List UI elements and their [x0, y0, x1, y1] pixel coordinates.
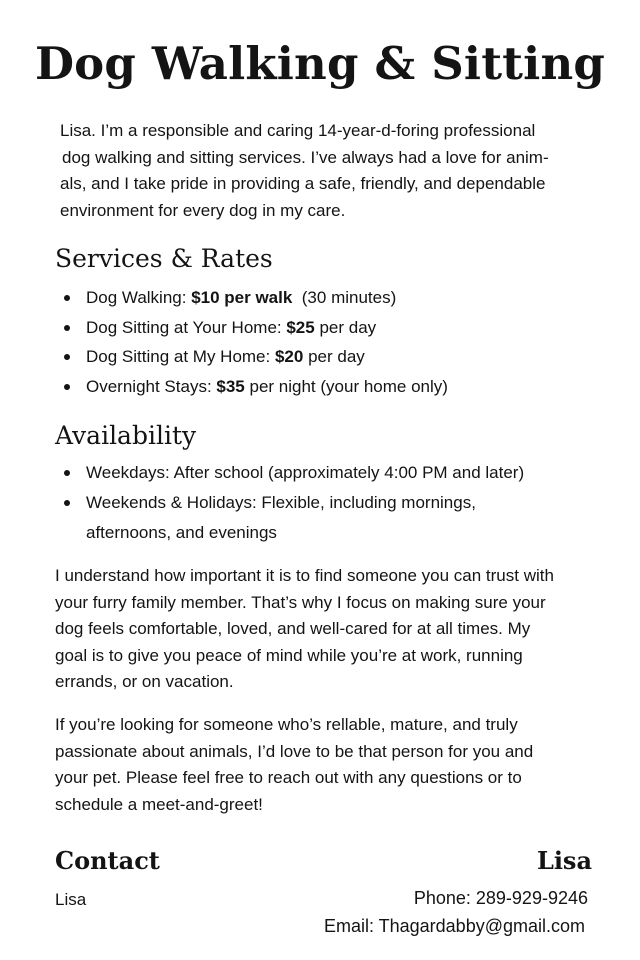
service-price: $20 [274, 347, 304, 366]
service-label: Dog Walking: [86, 288, 192, 307]
list-item [55, 488, 595, 548]
trust-paragraph [55, 563, 605, 696]
paragraph-line: schedule a meet-and-greet! [55, 794, 263, 814]
services-list [55, 283, 595, 401]
availability-text: Weekdays: After school (approximately 4:00 PM and later) [86, 463, 525, 482]
signature-name: Lisa [536, 846, 592, 875]
bullet-icon [64, 500, 70, 506]
bullet-icon [64, 325, 70, 331]
service-unit: per walk [219, 288, 293, 307]
service-price: $10 [191, 288, 220, 307]
paragraph-line: If you’re looking for someone who’s rellable, mature, and truly [55, 715, 518, 734]
availability-text: afternoons, and evenings [86, 522, 277, 542]
service-label: Overnight Stays: [86, 376, 217, 396]
paragraph-line: dog feels comfortable, loved, and well-cared for at all times. My [55, 619, 531, 638]
bullet-icon [64, 354, 70, 360]
service-price: $25 [286, 317, 315, 337]
bullet-icon [64, 384, 70, 390]
closing-paragraph [55, 712, 605, 818]
paragraph-line: your furry family member. That’s why I focus on making sure your [55, 592, 546, 612]
service-price: $35 [216, 376, 245, 396]
bullet-icon [64, 295, 70, 301]
availability-text: Weekends & Holidays: Flexible, including mornings, [86, 492, 476, 512]
paragraph-line: goal is to give you peace of mind while you’re at work, running [55, 645, 523, 665]
service-unit: per day [314, 317, 377, 337]
list-item [55, 342, 595, 372]
intro-paragraph [60, 118, 600, 224]
availability-heading: Availability [55, 421, 197, 450]
list-item [55, 283, 595, 313]
contact-email[interactable]: Email: Thagardabby@gmail.com [323, 916, 585, 936]
availability-list [55, 458, 595, 548]
list-item [55, 458, 595, 488]
contact-heading: Contact [55, 846, 160, 875]
intro-line: Lisa. I’m a responsible and caring 14-year-d-foring professional [60, 121, 536, 140]
service-note: (30 minutes) [292, 288, 397, 307]
page-title: Dog Walking & Sitting [34, 37, 606, 90]
services-heading: Services & Rates [55, 244, 273, 273]
intro-line: dog walking and sitting services. I’ve always had a love for anim- [62, 147, 549, 167]
paragraph-line: errands, or on vacation. [55, 672, 234, 691]
list-item [55, 313, 595, 343]
service-label: Dog Sitting at My Home: [86, 347, 275, 366]
paragraph-line: I understand how important it is to find someone you can trust with [55, 566, 554, 585]
paragraph-line: passionate about animals, I’d love to be that person for you and [55, 741, 534, 761]
service-label: Dog Sitting at Your Home: [86, 317, 287, 337]
contact-phone[interactable]: Phone: 289-929-9246 [413, 888, 588, 908]
intro-line: als, and I take pride in providing a safe, friendly, and dependable [60, 174, 546, 193]
list-item [55, 372, 595, 402]
service-unit: per night (your home only) [244, 376, 448, 396]
intro-line: environment for every dog in my care. [60, 200, 346, 220]
service-unit: per day [303, 347, 365, 366]
bullet-icon [64, 470, 70, 476]
contact-name: Lisa [55, 890, 87, 909]
paragraph-line: your pet. Please feel free to reach out with any questions or to [55, 768, 522, 787]
